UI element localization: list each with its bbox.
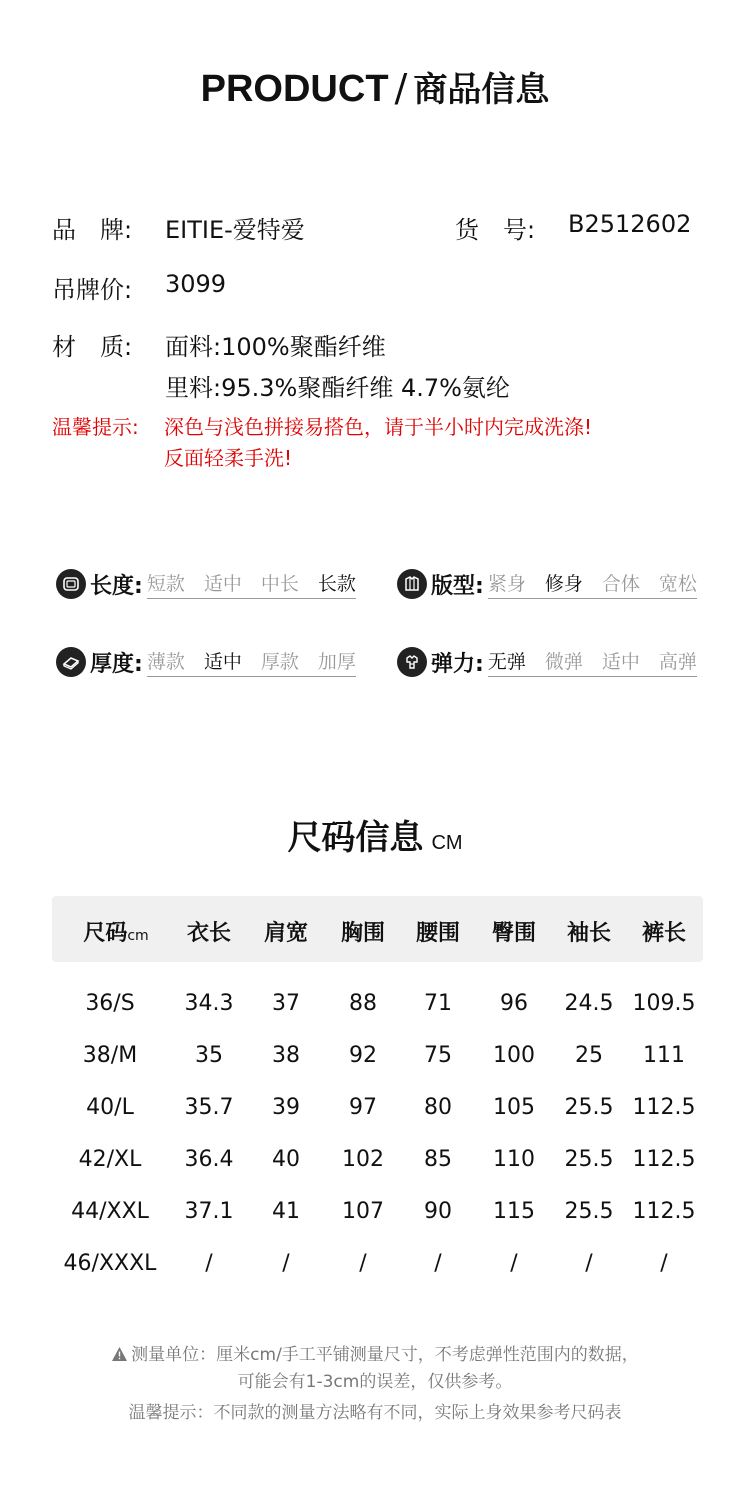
size-label-cell: 46/XXXL — [63, 1251, 157, 1276]
size-label-cell: 40/L — [86, 1095, 134, 1120]
table-cell: 109.5 — [632, 991, 696, 1016]
table-cell: 71 — [424, 991, 452, 1016]
option-length-midlong: 中长 — [260, 573, 299, 595]
note-line1-text: 测量单位：厘米cm/手工平铺测量尺寸，不考虑弹性范围内的数据， — [131, 1345, 639, 1365]
title-zh: 商品信息 — [413, 70, 550, 110]
sku-value: B2512602 — [568, 210, 692, 238]
brand-label: 品 牌: — [52, 216, 133, 244]
table-cell: 112.5 — [632, 1199, 696, 1224]
option-thickness-thick: 厚款 — [260, 651, 299, 673]
material-label: 材 质: — [52, 333, 133, 361]
table-cell: 40 — [272, 1147, 300, 1172]
header-size — [83, 916, 148, 947]
header-cell: 裤长 — [641, 921, 687, 946]
size-title-text: 尺码信息 — [287, 818, 424, 858]
table-cell: 35.7 — [184, 1095, 234, 1120]
table-cell: 34.3 — [184, 991, 234, 1016]
option-fit-loose: 宽松 — [658, 573, 697, 595]
brand-value: EITIE-爱特爱 — [165, 216, 305, 244]
option-length-medium: 适中 — [203, 573, 242, 595]
header-size-label: 尺码 — [83, 921, 128, 946]
table-cell: / — [585, 1251, 593, 1276]
size-section-title — [0, 810, 750, 859]
table-cell: 112.5 — [632, 1095, 696, 1120]
table-cell: 24.5 — [564, 991, 614, 1016]
attr-fit-options — [488, 569, 697, 599]
length-icon — [56, 569, 86, 599]
table-cell: 85 — [424, 1147, 452, 1172]
table-cell: 97 — [349, 1095, 377, 1120]
table-cell: 92 — [349, 1043, 377, 1068]
table-cell: / — [510, 1251, 518, 1276]
table-cell: 38 — [272, 1043, 300, 1068]
header-cell: 胸围 — [340, 921, 386, 946]
attr-elasticity-options — [488, 647, 697, 677]
option-thickness-thin: 薄款 — [146, 651, 185, 673]
table-cell: 88 — [349, 991, 377, 1016]
attr-length-options — [147, 569, 356, 599]
note-line1 — [0, 1340, 750, 1367]
table-cell: 25.5 — [564, 1095, 614, 1120]
table-cell: 80 — [424, 1095, 452, 1120]
option-fit-slim: 修身 — [544, 573, 583, 595]
attr-elasticity-label: 弹力: — [431, 651, 484, 677]
note-line2: 可能会有1-3cm的误差，仅供参考。 — [237, 1372, 513, 1392]
warning-label: 温馨提示: — [52, 415, 139, 439]
warning-triangle-icon — [111, 1346, 128, 1367]
fit-icon — [397, 569, 427, 599]
option-elasticity-medium: 适中 — [601, 651, 640, 673]
table-cell: 37 — [272, 991, 300, 1016]
table-cell: 107 — [342, 1199, 384, 1224]
table-cell: 102 — [342, 1147, 384, 1172]
header-size-unit: cm — [127, 928, 149, 944]
table-cell: / — [434, 1251, 442, 1276]
table-cell: 90 — [424, 1199, 452, 1224]
attr-fit-label: 版型: — [431, 573, 484, 599]
material-lining: 里料:95.3%聚酯纤维 4.7%氨纶 — [165, 374, 510, 402]
note-line3: 温馨提示：不同款的测量方法略有不同，实际上身效果参考尺码表 — [128, 1403, 622, 1423]
table-cell: 37.1 — [184, 1199, 234, 1224]
attr-thickness-label: 厚度: — [90, 651, 143, 677]
table-cell: 100 — [493, 1043, 535, 1068]
attr-thickness-options — [147, 647, 356, 677]
table-cell: 36.4 — [184, 1147, 234, 1172]
option-thickness-medium: 适中 — [203, 651, 242, 673]
warning-line1: 深色与浅色拼接易搭色，请于半小时内完成洗涤! — [164, 415, 593, 439]
warning-line2: 反面轻柔手洗! — [164, 446, 293, 470]
table-cell: / — [205, 1251, 213, 1276]
table-cell: / — [660, 1251, 668, 1276]
option-fit-tight: 紧身 — [487, 573, 526, 595]
table-cell: 111 — [643, 1043, 685, 1068]
title-en: PRODUCT — [200, 68, 389, 110]
material-shell: 面料:100%聚酯纤维 — [165, 333, 386, 361]
table-cell: 75 — [424, 1043, 452, 1068]
size-label-cell: 36/S — [85, 991, 135, 1016]
thickness-icon — [56, 647, 86, 677]
table-cell: / — [359, 1251, 367, 1276]
table-cell: 115 — [493, 1199, 535, 1224]
size-title-unit: CM — [431, 832, 463, 854]
option-length-short: 短款 — [146, 573, 185, 595]
option-elasticity-slight: 微弹 — [544, 651, 583, 673]
table-cell: 105 — [493, 1095, 535, 1120]
option-thickness-extra: 加厚 — [317, 651, 356, 673]
title-separator: / — [394, 66, 408, 110]
table-cell: 96 — [500, 991, 528, 1016]
size-label-cell: 38/M — [82, 1043, 138, 1068]
header-cell: 臀围 — [491, 921, 537, 946]
header-cell: 腰围 — [415, 921, 461, 946]
attr-fit — [397, 567, 697, 601]
option-elasticity-none: 无弹 — [487, 651, 526, 673]
price-value: 3099 — [165, 270, 227, 298]
page-title — [0, 62, 750, 111]
header-cell: 袖长 — [566, 921, 612, 946]
header-cell: 肩宽 — [263, 921, 309, 946]
table-cell: / — [282, 1251, 290, 1276]
table-cell: 25.5 — [564, 1147, 614, 1172]
elasticity-icon — [397, 647, 427, 677]
header-cell: 衣长 — [186, 921, 232, 946]
option-length-long: 长款 — [317, 573, 356, 595]
table-cell: 35 — [195, 1043, 223, 1068]
table-cell: 39 — [272, 1095, 300, 1120]
table-cell: 25.5 — [564, 1199, 614, 1224]
price-label: 吊牌价: — [52, 276, 133, 304]
table-cell: 110 — [493, 1147, 535, 1172]
table-cell: 41 — [272, 1199, 300, 1224]
attr-thickness — [56, 645, 356, 679]
attr-length — [56, 567, 356, 601]
table-cell: 112.5 — [632, 1147, 696, 1172]
table-cell: 25 — [575, 1043, 603, 1068]
size-label-cell: 42/XL — [78, 1147, 142, 1172]
size-label-cell: 44/XXL — [71, 1199, 149, 1224]
sku-label: 货 号: — [455, 216, 536, 244]
attr-elasticity — [397, 645, 697, 679]
attr-length-label: 长度: — [90, 573, 143, 599]
option-elasticity-high: 高弹 — [658, 651, 697, 673]
option-fit-regular: 合体 — [601, 573, 640, 595]
